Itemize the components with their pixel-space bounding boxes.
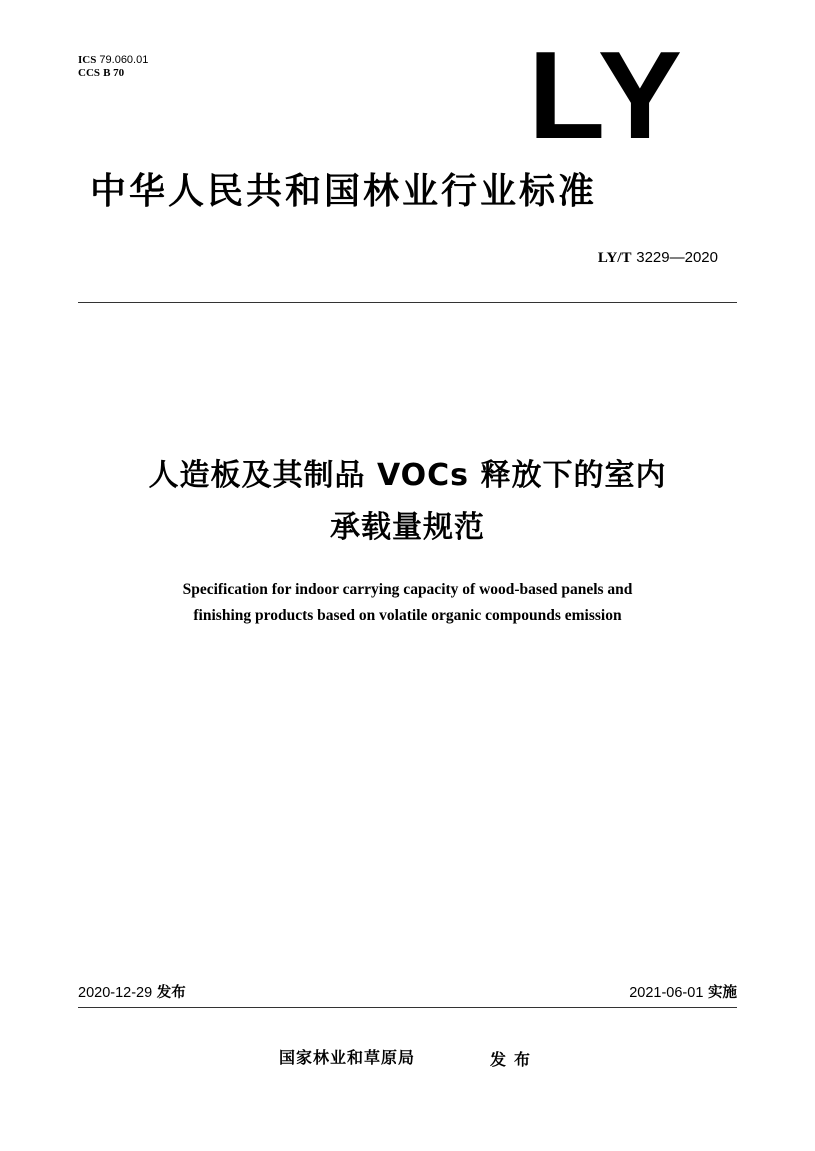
ccs-value: B 70 [103,67,125,79]
standard-type-heading: 中华人民共和国林业行业标准 [90,171,598,212]
ics-label: ICS [78,54,97,66]
standard-code-number: 3229—2020 [636,249,718,266]
effective-date: 2021-06-01 [629,985,704,1001]
chinese-title-line-2: 承载量规范 [330,510,485,545]
ccs-line [78,67,148,80]
effective-date-block [629,983,737,1003]
english-title-line-2: finishing products based on volatile organic compounds emission [193,607,622,624]
issue-date-block [78,983,186,1003]
issue-date: 2020-12-29 [78,985,153,1001]
ics-value: 79.060.01 [99,54,149,66]
english-title-line-1: Specification for indoor carrying capacity of wood-based panels and [182,581,633,598]
issue-action: 发布 [490,1050,539,1069]
ly-logo: LY [528,27,687,165]
classification-block [78,54,148,80]
effective-word: 实施 [708,985,737,1001]
issue-word: 发布 [156,985,186,1001]
standard-code-prefix: LY/T [597,250,632,266]
bottom-divider [78,1007,737,1008]
ics-line [78,54,148,67]
ccs-label: CCS [78,67,101,79]
standard-code [598,247,718,268]
issuing-authority: 国家林业和草原局 [279,1048,416,1067]
top-divider [78,302,737,303]
chinese-title-line-1: 人造板及其制品 VOCs 释放下的室内 [148,458,667,493]
